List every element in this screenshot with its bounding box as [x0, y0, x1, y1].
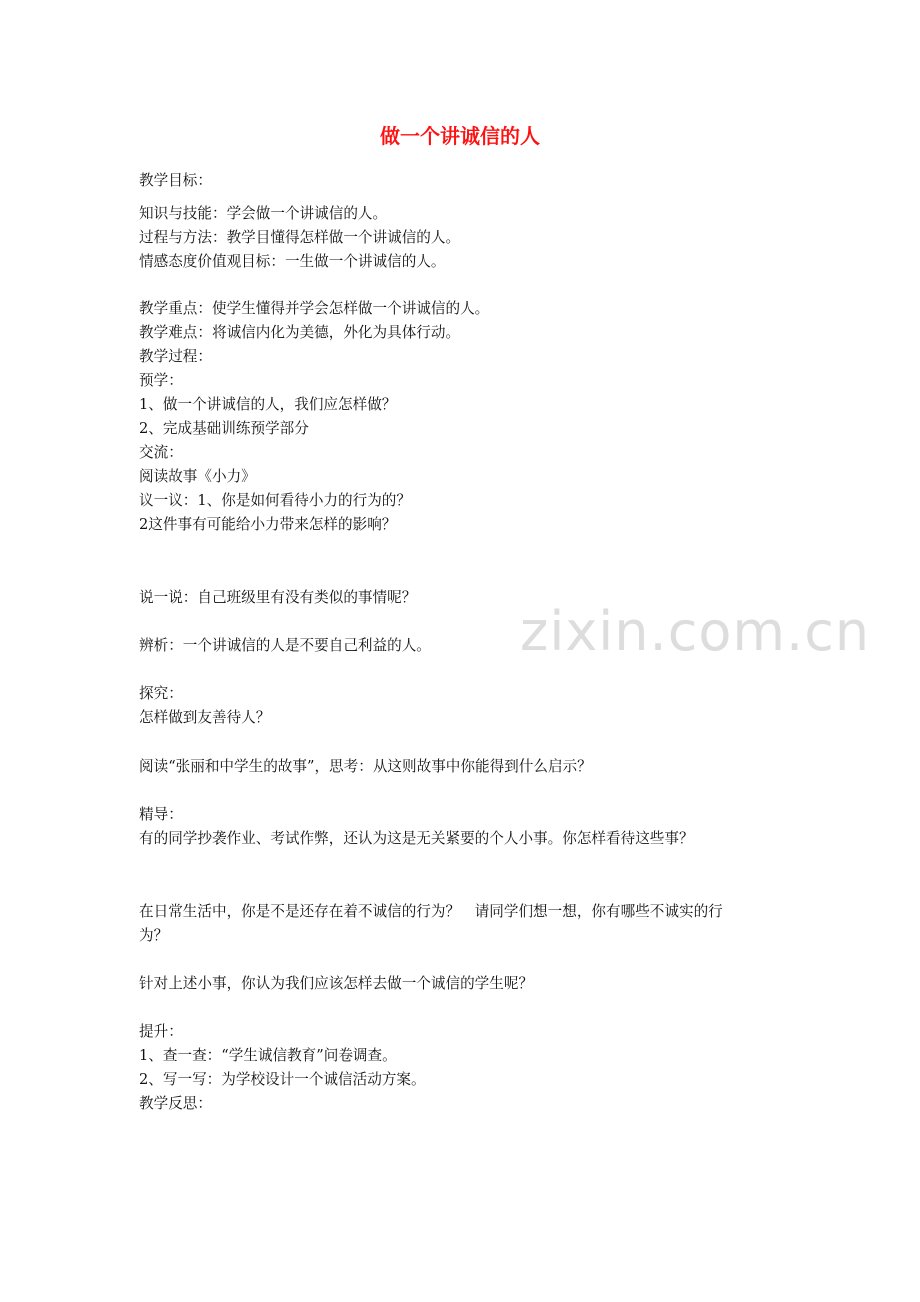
text-line: 教学难点：将诚信内化为美德，外化为具体行动。: [139, 324, 461, 341]
text-line: 交流：: [139, 444, 183, 461]
text-line: 阅读“张丽和中学生的故事”，思考：从这则故事中你能得到什么启示？: [139, 758, 592, 775]
text-line: 教学目标：: [139, 172, 212, 189]
text-line: 过程与方法：教学目懂得怎样做一个讲诚信的人。: [139, 229, 461, 246]
text-line: 2这件事有可能给小力带来怎样的影响？: [139, 516, 397, 533]
text-line: 精导：: [139, 806, 183, 823]
text-line: 知识与技能：学会做一个讲诚信的人。: [139, 205, 388, 222]
text-line: 2、完成基础训练预学部分: [139, 420, 309, 437]
text-line: 有的同学抄袭作业、考试作弊，还认为这是无关紧要的个人小事。你怎样看待这些事？: [139, 830, 694, 847]
text-line: 说一说：自己班级里有没有类似的事情呢？: [139, 589, 417, 606]
document-title: 做一个讲诚信的人: [380, 124, 540, 148]
text-line: 提升：: [139, 1023, 183, 1040]
text-line: 辨析：一个讲诚信的人是不要自己利益的人。: [139, 637, 431, 654]
text-line: 2、写一写：为学校设计一个诚信活动方案。: [139, 1071, 426, 1088]
text-line: 探究：: [139, 685, 183, 702]
text-line: 1、做一个讲诚信的人，我们应怎样做？: [139, 396, 397, 413]
text-line: 为？: [139, 927, 169, 944]
text-line: 预学：: [139, 372, 183, 389]
text-line: 在日常生活中，你是不是还存在着不诚信的行为？ 请同学们想一想，你有哪些不诚实的行: [139, 903, 723, 920]
text-line: 议一议：1、你是如何看待小力的行为的？: [139, 492, 411, 509]
text-line: 教学反思：: [139, 1095, 212, 1112]
text-line: 怎样做到友善待人？: [139, 709, 271, 726]
text-line: 1、查一查：“学生诚信教育”问卷调查。: [139, 1047, 397, 1064]
watermark: zixin.com.cn: [520, 600, 871, 663]
text-line: 教学过程：: [139, 348, 212, 365]
text-line: 针对上述小事，你认为我们应该怎样去做一个诚信的学生呢？: [139, 975, 534, 992]
text-line: 情感态度价值观目标：一生做一个讲诚信的人。: [139, 253, 446, 270]
text-line: 教学重点：使学生懂得并学会怎样做一个讲诚信的人。: [139, 300, 490, 317]
text-line: 阅读故事《小力》: [139, 468, 256, 485]
